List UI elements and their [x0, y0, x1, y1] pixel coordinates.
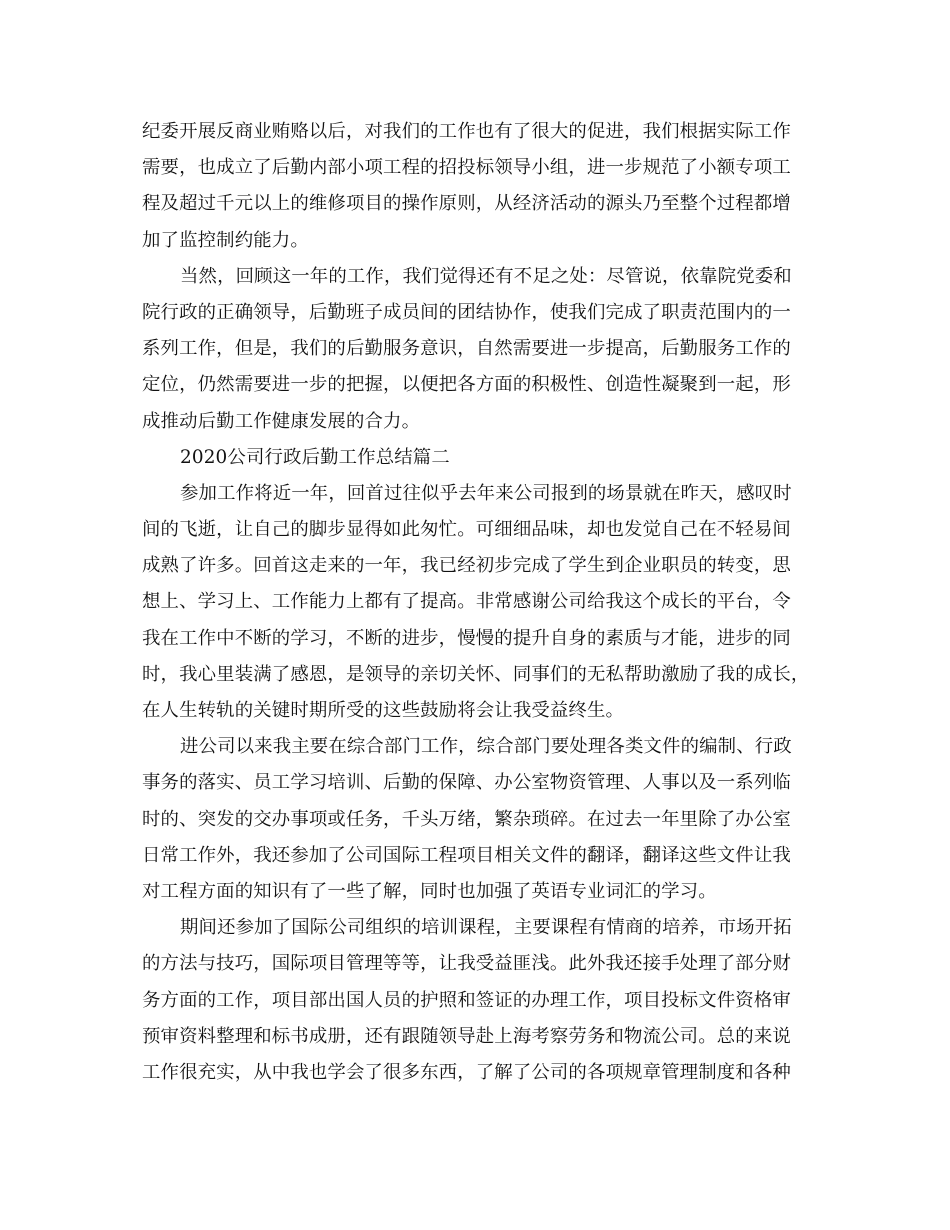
paragraph-line: 日常工作外，我还参加了公司国际工程项目相关文件的翻译，翻译这些文件让我 [142, 844, 791, 866]
paragraph-line: 对工程方面的知识有了一些了解，同时也加强了英语专业词汇的学习。 [142, 880, 717, 902]
paragraph-line: 的方法与技巧，国际项目管理等等，让我受益匪浅。此外我还接手处理了部分财 [142, 953, 791, 975]
paragraph-line: 工作很充实，从中我也学会了很多东西，了解了公司的各项规章管理制度和各种 [142, 1061, 791, 1083]
paragraph-line: 成熟了许多。回首这走来的一年，我已经初步完成了学生到企业职员的转变，思 [142, 555, 791, 577]
paragraph-line: 加了监控制约能力。 [142, 229, 309, 251]
paragraph-line: 事务的落实、员工学习培训、后勤的保障、办公室物资管理、人事以及一系列临 [142, 772, 791, 794]
paragraph-line: 参加工作将近一年，回首过往似乎去年来公司报到的场景就在昨天，感叹时 [180, 482, 792, 504]
paragraph-line: 时，我心里装满了感恩，是领导的亲切关怀、同事们的无私帮助激励了我的成长， [142, 663, 810, 685]
paragraph-line: 院行政的正确领导，后勤班子成员间的团结协作，使我们完成了职责范围内的一 [142, 301, 791, 323]
paragraph-line: 间的飞逝，让自己的脚步显得如此匆忙。可细细品味，却也发觉自己在不轻易间 [142, 519, 791, 541]
paragraph-line: 我在工作中不断的学习，不断的进步，慢慢的提升自身的素质与才能，进步的同 [142, 627, 791, 649]
paragraph-line: 纪委开展反商业贿赂以后，对我们的工作也有了很大的促进，我们根据实际工作 [142, 121, 791, 142]
paragraph-line: 时的、突发的交办事项或任务，千头万绪，繁杂琐碎。在过去一年里除了办公室 [142, 808, 791, 830]
paragraph-line: 期间还参加了国际公司组织的培训课程，主要课程有情商的培养，市场开拓 [180, 917, 792, 939]
section-heading: 2020公司行政后勤工作总结篇二 [180, 446, 450, 468]
document-body [142, 114, 810, 1091]
paragraph-line: 需要，也成立了后勤内部小项工程的招投标领导小组，进一步规范了小额专项工 [142, 157, 791, 179]
paragraph-line: 在人生转轨的关键时期所受的这些鼓励将会让我受益终生。 [142, 700, 625, 721]
paragraph-line: 当然，回顾这一年的工作，我们觉得还有不足之处：尽管说，依靠院党委和 [180, 265, 792, 287]
paragraph-line: 程及超过千元以上的维修项目的操作原则，从经济活动的源头乃至整个过程都增 [142, 193, 791, 215]
paragraph-line: 系列工作，但是，我们的后勤服务意识，自然需要进一步提高，后勤服务工作的 [142, 338, 791, 360]
paragraph-line: 进公司以来我主要在综合部门工作，综合部门要处理各类文件的编制、行政 [180, 736, 792, 758]
paragraph-line: 务方面的工作，项目部出国人员的护照和签证的办理工作，项目投标文件资格审 [142, 989, 791, 1011]
paragraph-line: 成推动后勤工作健康发展的合力。 [142, 410, 421, 432]
paragraph-line: 预审资料整理和标书成册，还有跟随领导赴上海考察劳务和物流公司。总的来说 [142, 1025, 791, 1047]
paragraph-line: 想上、学习上、工作能力上都有了提高。非常感谢公司给我这个成长的平台，令 [142, 591, 791, 613]
paragraph-line: 定位，仍然需要进一步的把握，以便把各方面的积极性、创造性凝聚到一起，形 [142, 374, 791, 396]
